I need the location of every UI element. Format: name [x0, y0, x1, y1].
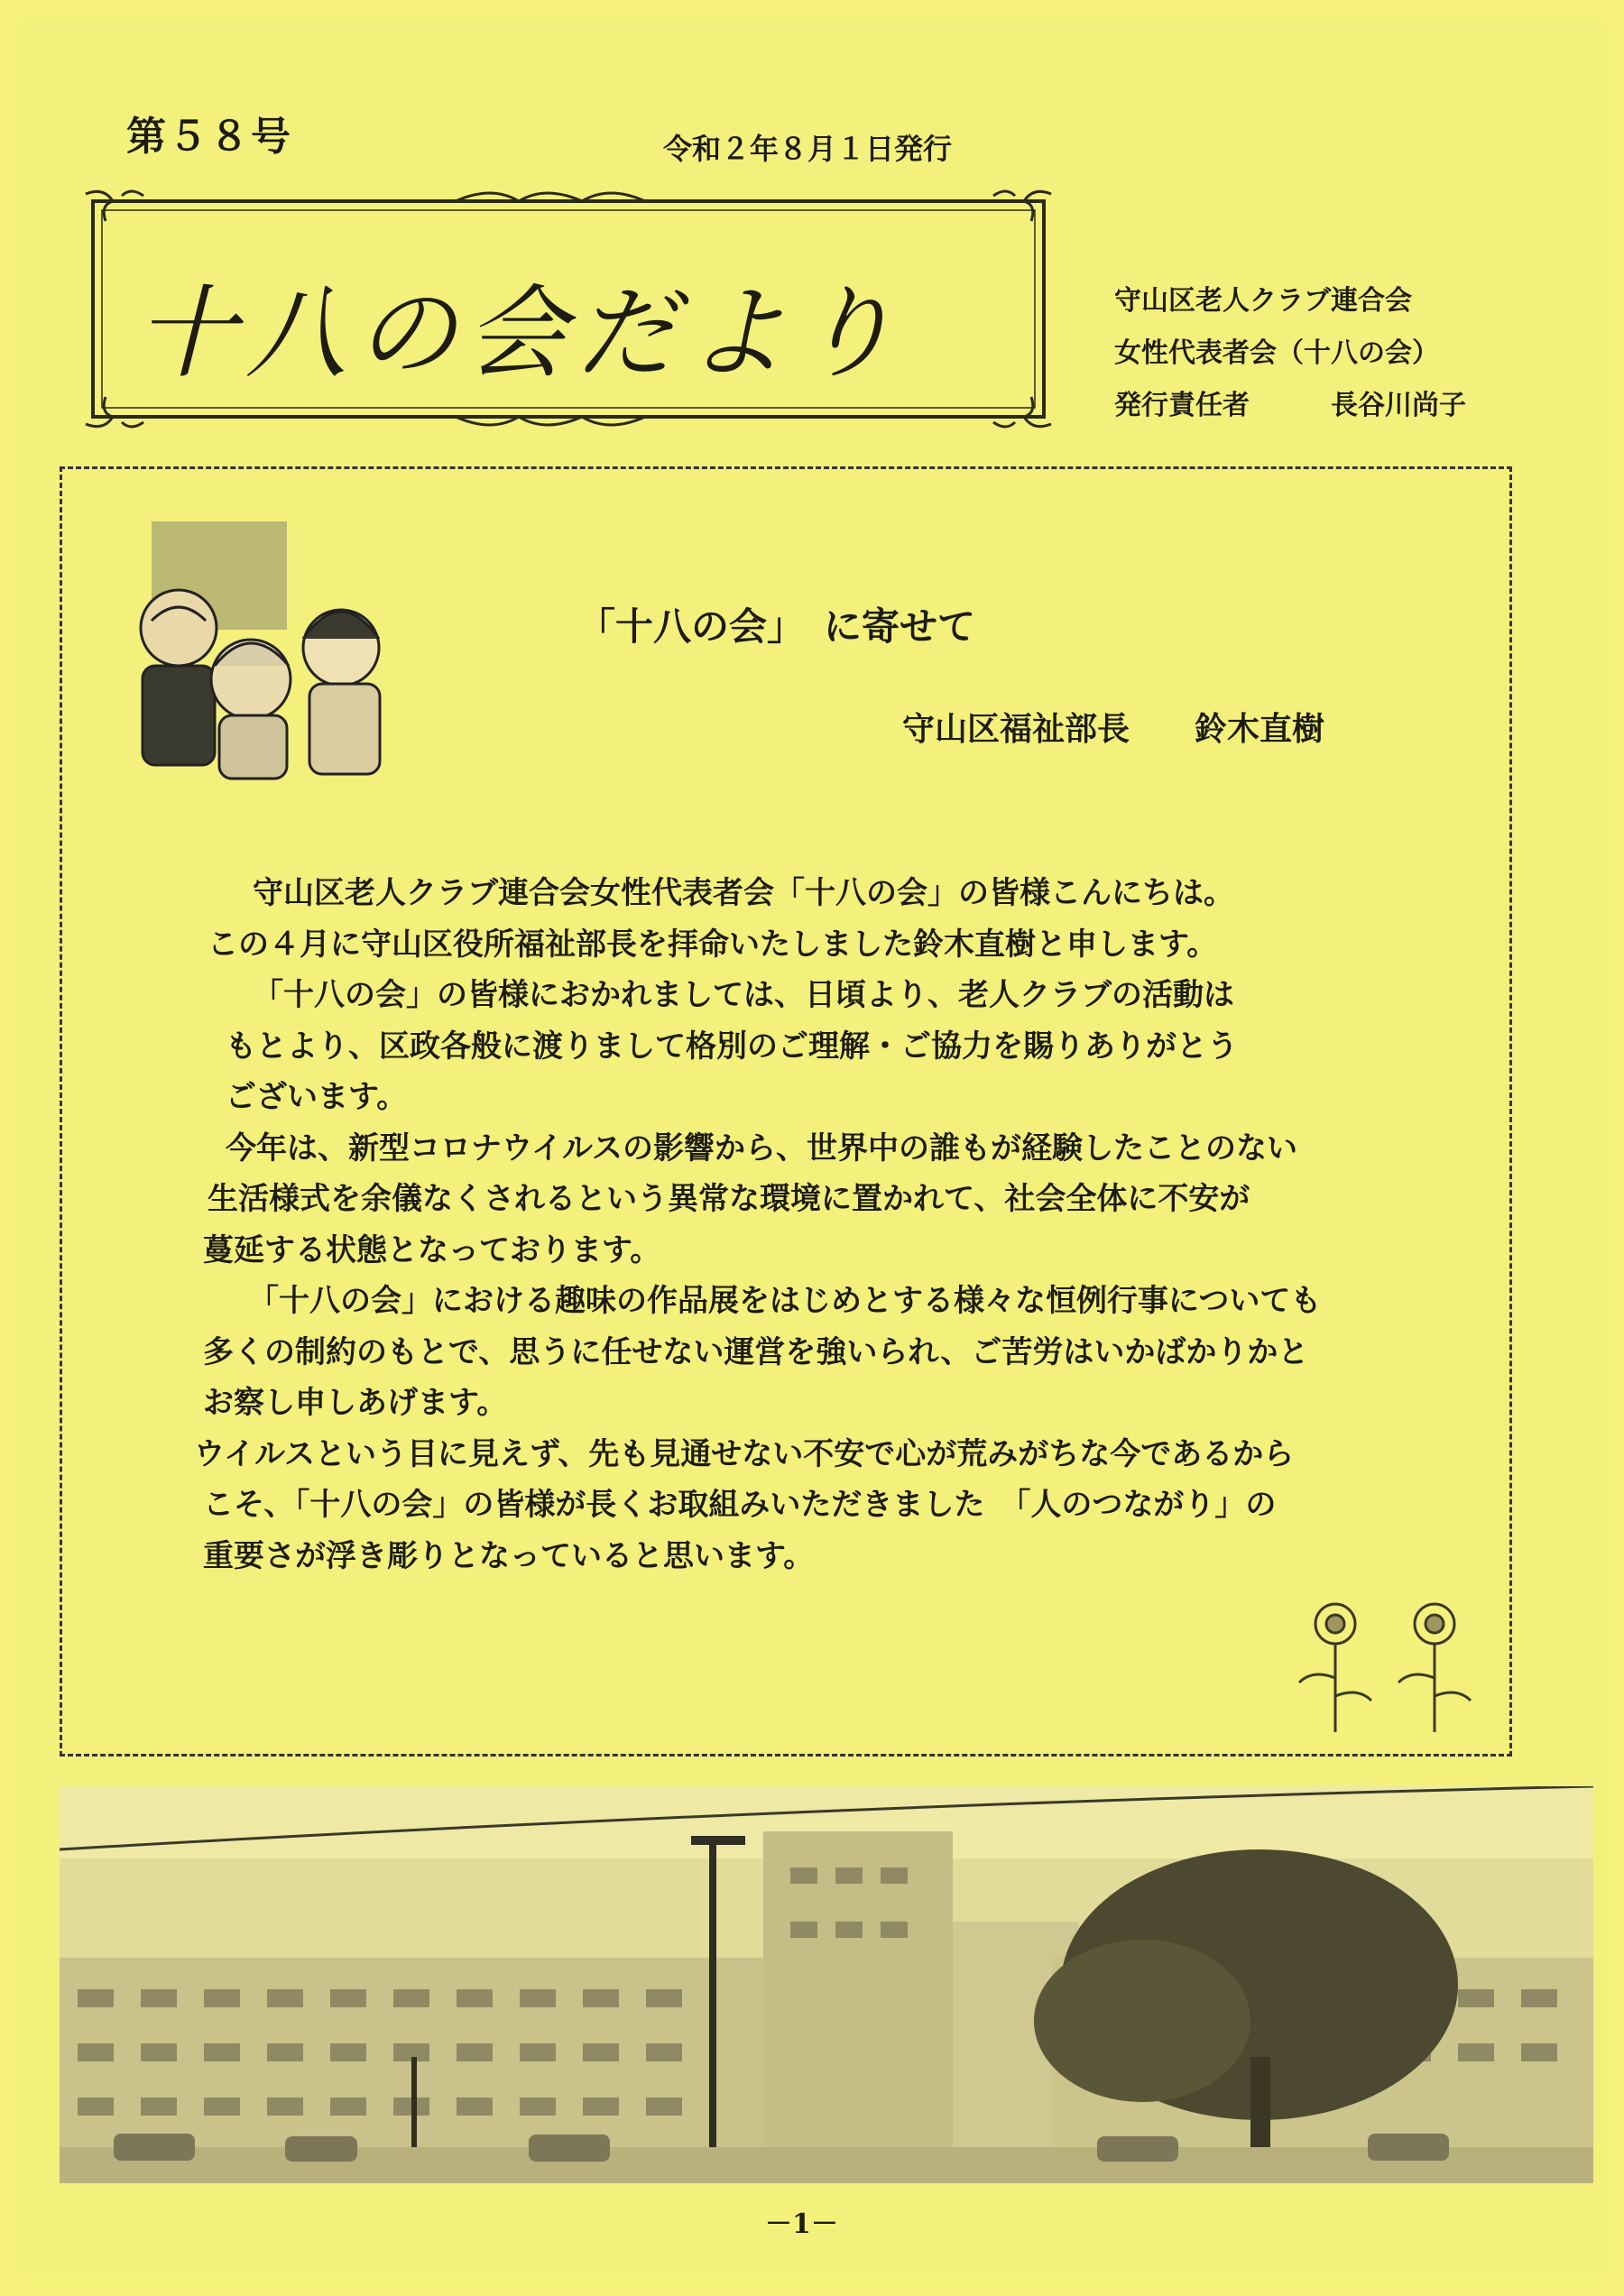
article-author: 守山区福祉部長 鈴木直樹	[902, 711, 1325, 748]
issue-date: 令和２年８月１日発行	[663, 132, 953, 166]
publisher-info	[1114, 275, 1466, 432]
paragraph-line: ウイルスという目に見えず、先も見通せない不安で心が荒みがちな今であるから	[194, 1435, 1295, 1472]
paragraph-line: 「十八の会」における趣味の作品展をはじめとする様々な恒例行事についても	[248, 1283, 1322, 1319]
paragraph-line: ございます。	[226, 1079, 408, 1115]
paragraph-line: 生活様式を余儀なくされるという異常な環境に置かれて、社会全体に不安が	[208, 1181, 1250, 1217]
responsible-name: 長谷川尚子	[1331, 390, 1466, 421]
paragraph-line: 多くの制約のもとで、思うに任せない運営を強いられ、ご苦労はいかばかりかと	[203, 1333, 1309, 1370]
paragraph-line: この４月に守山区役所福祉部長を拝命いたしました鈴木直樹と申します。	[208, 926, 1218, 963]
ward-office-photo	[60, 1786, 1593, 2183]
paragraph-line: もとより、区政各般に渡りまして格別のご理解・ご協力を賜りありがとう	[226, 1028, 1238, 1065]
issue-number: 第５８号	[126, 114, 292, 160]
newsletter-title: 十八の会だより	[135, 275, 906, 392]
paragraph-line: 重要さが浮き彫りとなっていると思います。	[203, 1537, 815, 1574]
page-number: －1－	[765, 2208, 838, 2240]
sunflower-illustration	[1281, 1597, 1507, 1741]
elderly-people-illustration	[115, 521, 404, 783]
responsible-label: 発行責任者	[1114, 390, 1250, 421]
article-heading: 「十八の会」 に寄せて	[577, 604, 976, 649]
publisher-responsible	[1114, 380, 1466, 432]
paragraph-line: 守山区老人クラブ連合会女性代表者会「十八の会」の皆様こんにちは。	[253, 875, 1234, 911]
publisher-org: 守山区老人クラブ連合会	[1114, 285, 1412, 317]
publisher-group: 女性代表者会（十八の会）	[1114, 337, 1439, 369]
paragraph-line: 「十八の会」の皆様におかれましては、日頃より、老人クラブの活動は	[253, 977, 1234, 1013]
paragraph-line: 蔓延する状態となっております。	[203, 1231, 661, 1268]
paragraph-line: 今年は、新型コロナウイルスの影響から、世界中の誰もが経験したことのない	[226, 1130, 1297, 1166]
paragraph-line: お察し申しあげます。	[203, 1385, 508, 1421]
paragraph-line: こそ、「十八の会」の皆様が長くお取組みいただきました 「人のつながり」の	[203, 1487, 1277, 1523]
article-body	[194, 868, 1507, 1581]
